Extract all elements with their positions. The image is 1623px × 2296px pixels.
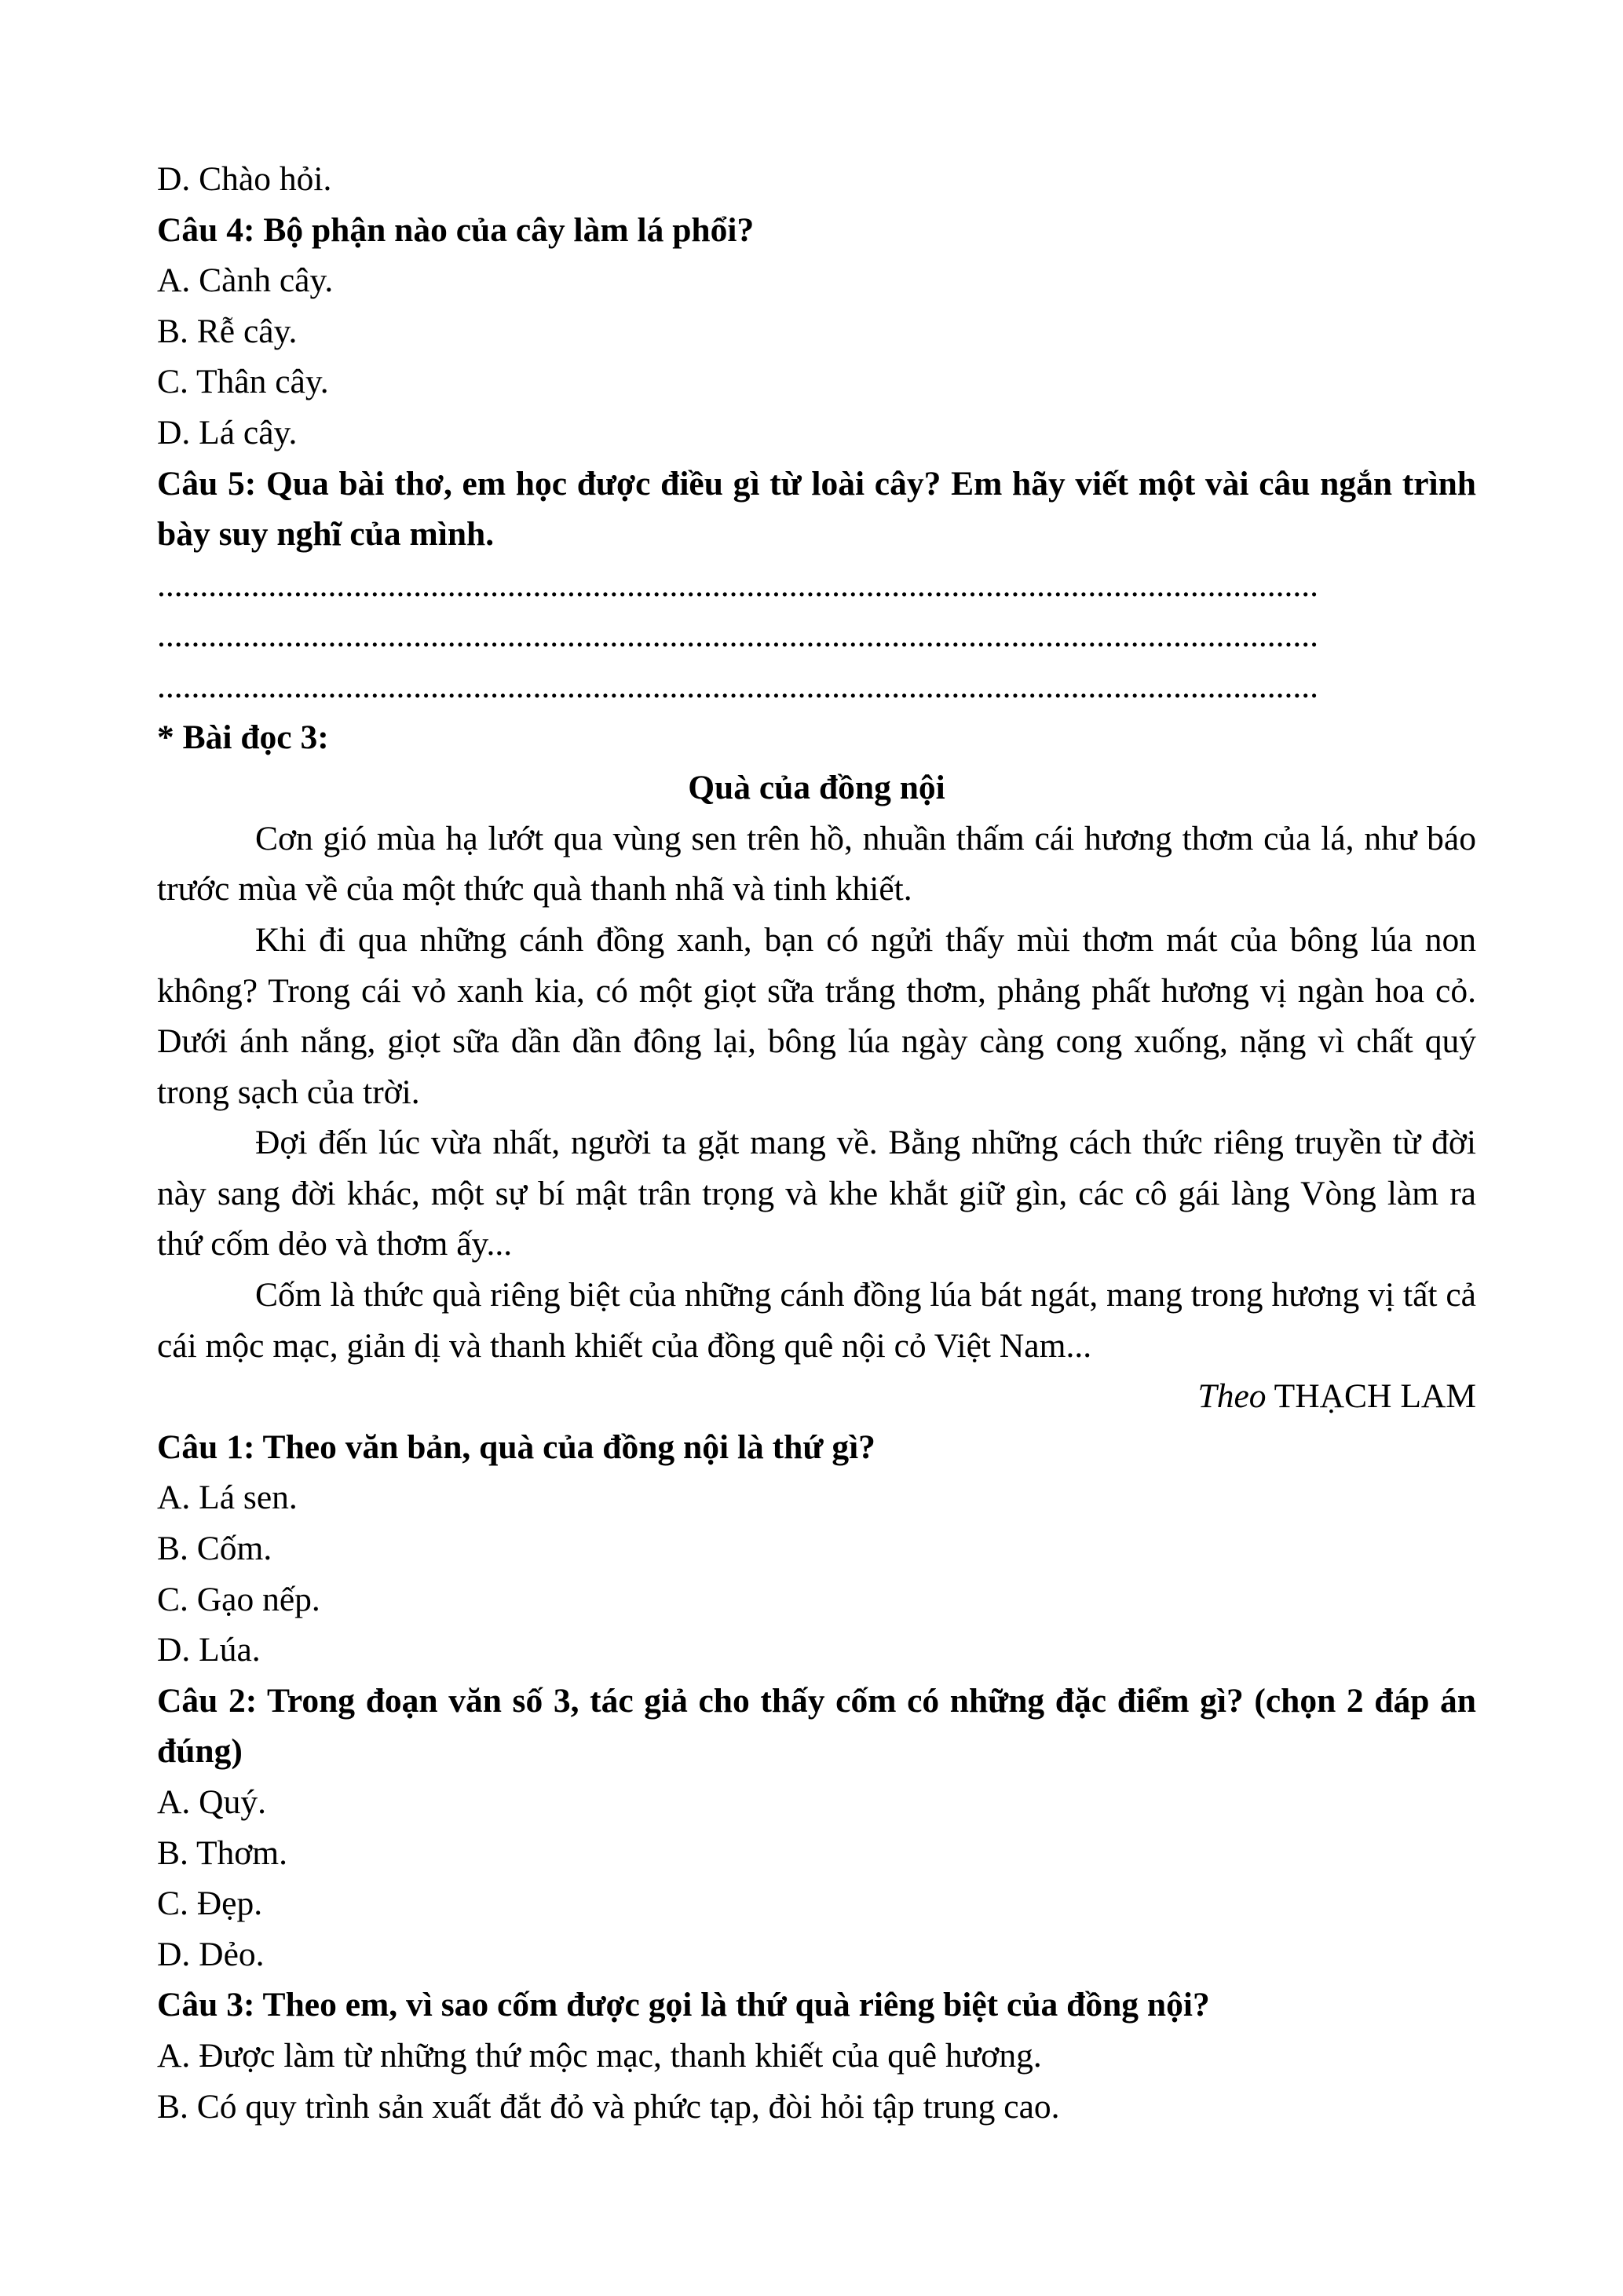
option-text: B. Rễ cây. bbox=[157, 312, 298, 350]
question-5: Câu 5: Qua bài thơ, em học được điều gì từ loài cây? Em hãy viết một vài câu ngắn trình bày suy nghĩ của mình. bbox=[157, 464, 1476, 554]
option-text: C. Thân cây. bbox=[157, 363, 329, 401]
question-4: Câu 4: Bộ phận nào của cây làm lá phổi? bbox=[157, 210, 755, 249]
option-text: D. Dẻo. bbox=[157, 1935, 265, 1973]
question-2: Câu 2: Trong đoạn văn số 3, tác giả cho thấy cốm có những đặc điểm gì? (chọn 2 đáp án đúng) bbox=[157, 1681, 1476, 1771]
reading-paragraph: Khi đi qua những cánh đồng xanh, bạn có ngửi thấy mùi thơm mát của bông lúa non không? Trong cái vỏ xanh kia, có một giọt sữa trắng thơm, phảng phất hương vị ngàn hoa cỏ. Dưới ánh nắng, giọt sữa dần dần đông lại, bông lúa ngày càng cong xuống, nặng vì chất quý trong sạch của trời. bbox=[157, 920, 1476, 1111]
option-text: A. Quý. bbox=[157, 1783, 266, 1821]
source-author: THẠCH LAM bbox=[1274, 1377, 1476, 1416]
answer-line: ........................................................................................................................................ bbox=[157, 667, 1318, 705]
option-text: C. Đẹp. bbox=[157, 1885, 263, 1923]
source-prefix: Theo bbox=[1197, 1377, 1267, 1416]
option-text: A. Lá sen. bbox=[157, 1479, 298, 1517]
reading-paragraph: Cốm là thức quà riêng biệt của những cánh đồng lúa bát ngát, mang trong hương vị tất cả cái mộc mạc, giản dị và thanh khiết của đồng quê nội cỏ Việt Nam... bbox=[157, 1276, 1476, 1365]
option-text: C. Gạo nếp. bbox=[157, 1580, 320, 1618]
option-text: D. Chào hỏi. bbox=[157, 160, 332, 198]
question-1: Câu 1: Theo văn bản, quà của đồng nội là thứ gì? bbox=[157, 1428, 875, 1466]
reading-source bbox=[157, 1371, 1476, 1422]
reading-heading: * Bài đọc 3: bbox=[157, 718, 329, 756]
reading-title: Quà của đồng nội bbox=[688, 769, 945, 807]
option-text: D. Lá cây. bbox=[157, 413, 298, 452]
option-text: A. Được làm từ những thứ mộc mạc, thanh khiết của quê hương. bbox=[157, 2036, 1042, 2075]
option-text: B. Cốm. bbox=[157, 1530, 272, 1568]
answer-line: ........................................................................................................................................ bbox=[157, 616, 1318, 655]
answer-line: ........................................................................................................................................ bbox=[157, 565, 1318, 604]
reading-paragraph: Đợi đến lúc vừa nhất, người ta gặt mang về. Bằng những cách thức riêng truyền từ đời này sang đời khác, một sự bí mật trân trọng và khe khắt giữ gìn, các cô gái làng Vòng làm ra thứ cốm dẻo và thơm ấy... bbox=[157, 1124, 1476, 1263]
option-text: A. Cành cây. bbox=[157, 261, 334, 300]
option-text: B. Có quy trình sản xuất đắt đỏ và phức tạp, đòi hỏi tập trung cao. bbox=[157, 2087, 1060, 2126]
option-text: B. Thơm. bbox=[157, 1834, 288, 1872]
option-text: D. Lúa. bbox=[157, 1631, 261, 1669]
reading-paragraph: Cơn gió mùa hạ lướt qua vùng sen trên hồ, nhuần thấm cái hương thơm của lá, như báo trước mùa về của một thức quà thanh nhã và tinh khiết. bbox=[157, 819, 1476, 909]
question-3: Câu 3: Theo em, vì sao cốm được gọi là thứ quà riêng biệt của đồng nội? bbox=[157, 1986, 1210, 2024]
